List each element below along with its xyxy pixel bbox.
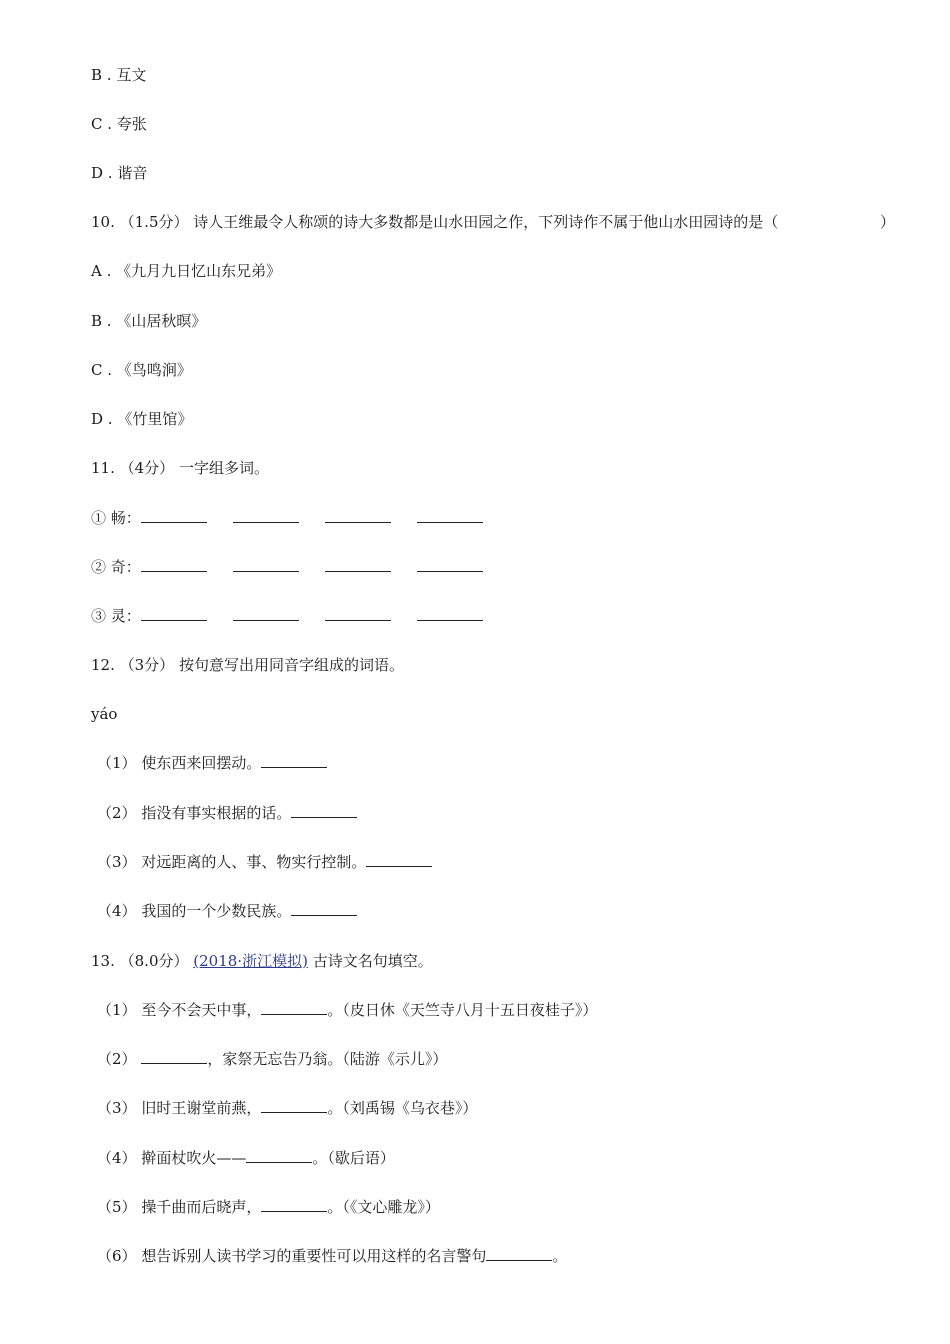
item-text: 至今不会天中事， (141, 1001, 262, 1019)
answer-blank[interactable] (233, 508, 299, 523)
answer-blank[interactable] (141, 1049, 207, 1064)
answer-blank[interactable] (141, 508, 207, 523)
item-number: （6） (97, 1247, 137, 1265)
answer-blank[interactable] (325, 557, 391, 572)
q13-item (91, 999, 597, 1021)
question-score: （4分） (119, 459, 175, 477)
item-number: （5） (97, 1198, 137, 1216)
q10-stem (91, 211, 931, 233)
q13-item (91, 1245, 567, 1267)
q13-item (91, 1048, 447, 1070)
q11-item (91, 605, 509, 627)
item-number: （1） (97, 1001, 137, 1019)
item-number: （3） (97, 853, 137, 871)
answer-blank[interactable] (291, 901, 357, 916)
item-number: （1） (97, 754, 137, 772)
answer-blank[interactable] (233, 606, 299, 621)
item-text: 使东西来回摆动。 (141, 754, 262, 772)
q9-option-c: C . 夸张 (91, 115, 147, 133)
answer-blank[interactable] (261, 1098, 327, 1113)
q12-item (91, 752, 327, 774)
q11-item (91, 507, 509, 529)
q13-item (91, 1196, 440, 1218)
item-text: 操千曲而后晓声， (141, 1198, 262, 1216)
item-text: 指没有事实根据的话。 (141, 804, 292, 822)
question-text: 按句意写出用同音字组成的词语。 (178, 656, 404, 674)
q12-item (91, 802, 357, 824)
q13-stem (91, 950, 433, 972)
q9-option-b: B . 互文 (91, 66, 147, 84)
item-number: （3） (97, 1099, 137, 1117)
item-number: （4） (97, 1149, 137, 1167)
q10-close-paren: ） (880, 213, 896, 231)
source-link[interactable]: (2018·浙江模拟) (193, 952, 308, 970)
item-text: ，家祭无忘告乃翁。（陆游《示儿》） (207, 1050, 448, 1068)
q13-item (91, 1147, 395, 1169)
q12-item (91, 851, 432, 873)
q9-option-d: D . 谐音 (91, 164, 148, 182)
answer-blank[interactable] (141, 557, 207, 572)
answer-blank[interactable] (261, 753, 327, 768)
q11-stem (91, 457, 269, 479)
question-score: （3分） (119, 656, 175, 674)
item-number: （2） (97, 1050, 137, 1068)
answer-blank[interactable] (233, 557, 299, 572)
answer-blank[interactable] (291, 803, 357, 818)
item-number: （4） (97, 902, 137, 920)
answer-blank[interactable] (486, 1246, 552, 1261)
question-number: 10. (91, 213, 115, 231)
answer-blank[interactable] (141, 606, 207, 621)
item-text: 擀面杖吹火—— (141, 1149, 247, 1167)
question-text: 一字组多词。 (178, 459, 269, 477)
item-text: 我国的一个少数民族。 (141, 902, 292, 920)
item-text: 对远距离的人、事、物实行控制。 (141, 853, 367, 871)
q10-option-b: B . 《山居秋暝》 (91, 312, 207, 330)
answer-blank[interactable] (417, 508, 483, 523)
q10-option-c: C . 《鸟鸣涧》 (91, 361, 192, 379)
answer-blank[interactable] (246, 1148, 312, 1163)
question-text: 古诗文名句填空。 (312, 952, 433, 970)
question-number: 12. (91, 656, 115, 674)
item-text: 。（皮日休《天竺寺八月十五日夜桂子》） (327, 1001, 598, 1019)
item-number: （2） (97, 804, 137, 822)
answer-blank[interactable] (325, 508, 391, 523)
answer-blank[interactable] (261, 1000, 327, 1015)
item-text: 。（刘禹锡《乌衣巷》） (327, 1099, 478, 1117)
q12-pinyin: yáo (91, 705, 118, 723)
question-text: 诗人王维最令人称颂的诗大多数都是山水田园之作，下列诗作不属于他山水田园诗的是（ (193, 213, 779, 231)
answer-blank[interactable] (417, 606, 483, 621)
q12-item (91, 900, 357, 922)
item-text: 想告诉别人读书学习的重要性可以用这样的名言警句 (141, 1247, 487, 1265)
item-text: 。 (552, 1247, 568, 1265)
question-number: 13. (91, 952, 115, 970)
question-number: 11. (91, 459, 115, 477)
item-label: ② 奇： (91, 558, 141, 576)
q12-stem (91, 654, 404, 676)
q10-option-d: D . 《竹里馆》 (91, 410, 193, 428)
item-text: 。（《文心雕龙》） (327, 1198, 440, 1216)
item-text: 旧时王谢堂前燕， (141, 1099, 262, 1117)
question-score: （1.5分） (119, 213, 189, 231)
item-label: ③ 灵： (91, 607, 141, 625)
q13-item (91, 1097, 477, 1119)
question-score: （8.0分） (119, 952, 189, 970)
answer-blank[interactable] (366, 852, 432, 867)
q10-option-a: A . 《九月九日忆山东兄弟》 (91, 262, 282, 280)
item-text: 。（歇后语） (312, 1149, 395, 1167)
q11-item (91, 556, 509, 578)
item-label: ① 畅： (91, 509, 141, 527)
answer-blank[interactable] (325, 606, 391, 621)
answer-blank[interactable] (417, 557, 483, 572)
answer-blank[interactable] (261, 1197, 327, 1212)
